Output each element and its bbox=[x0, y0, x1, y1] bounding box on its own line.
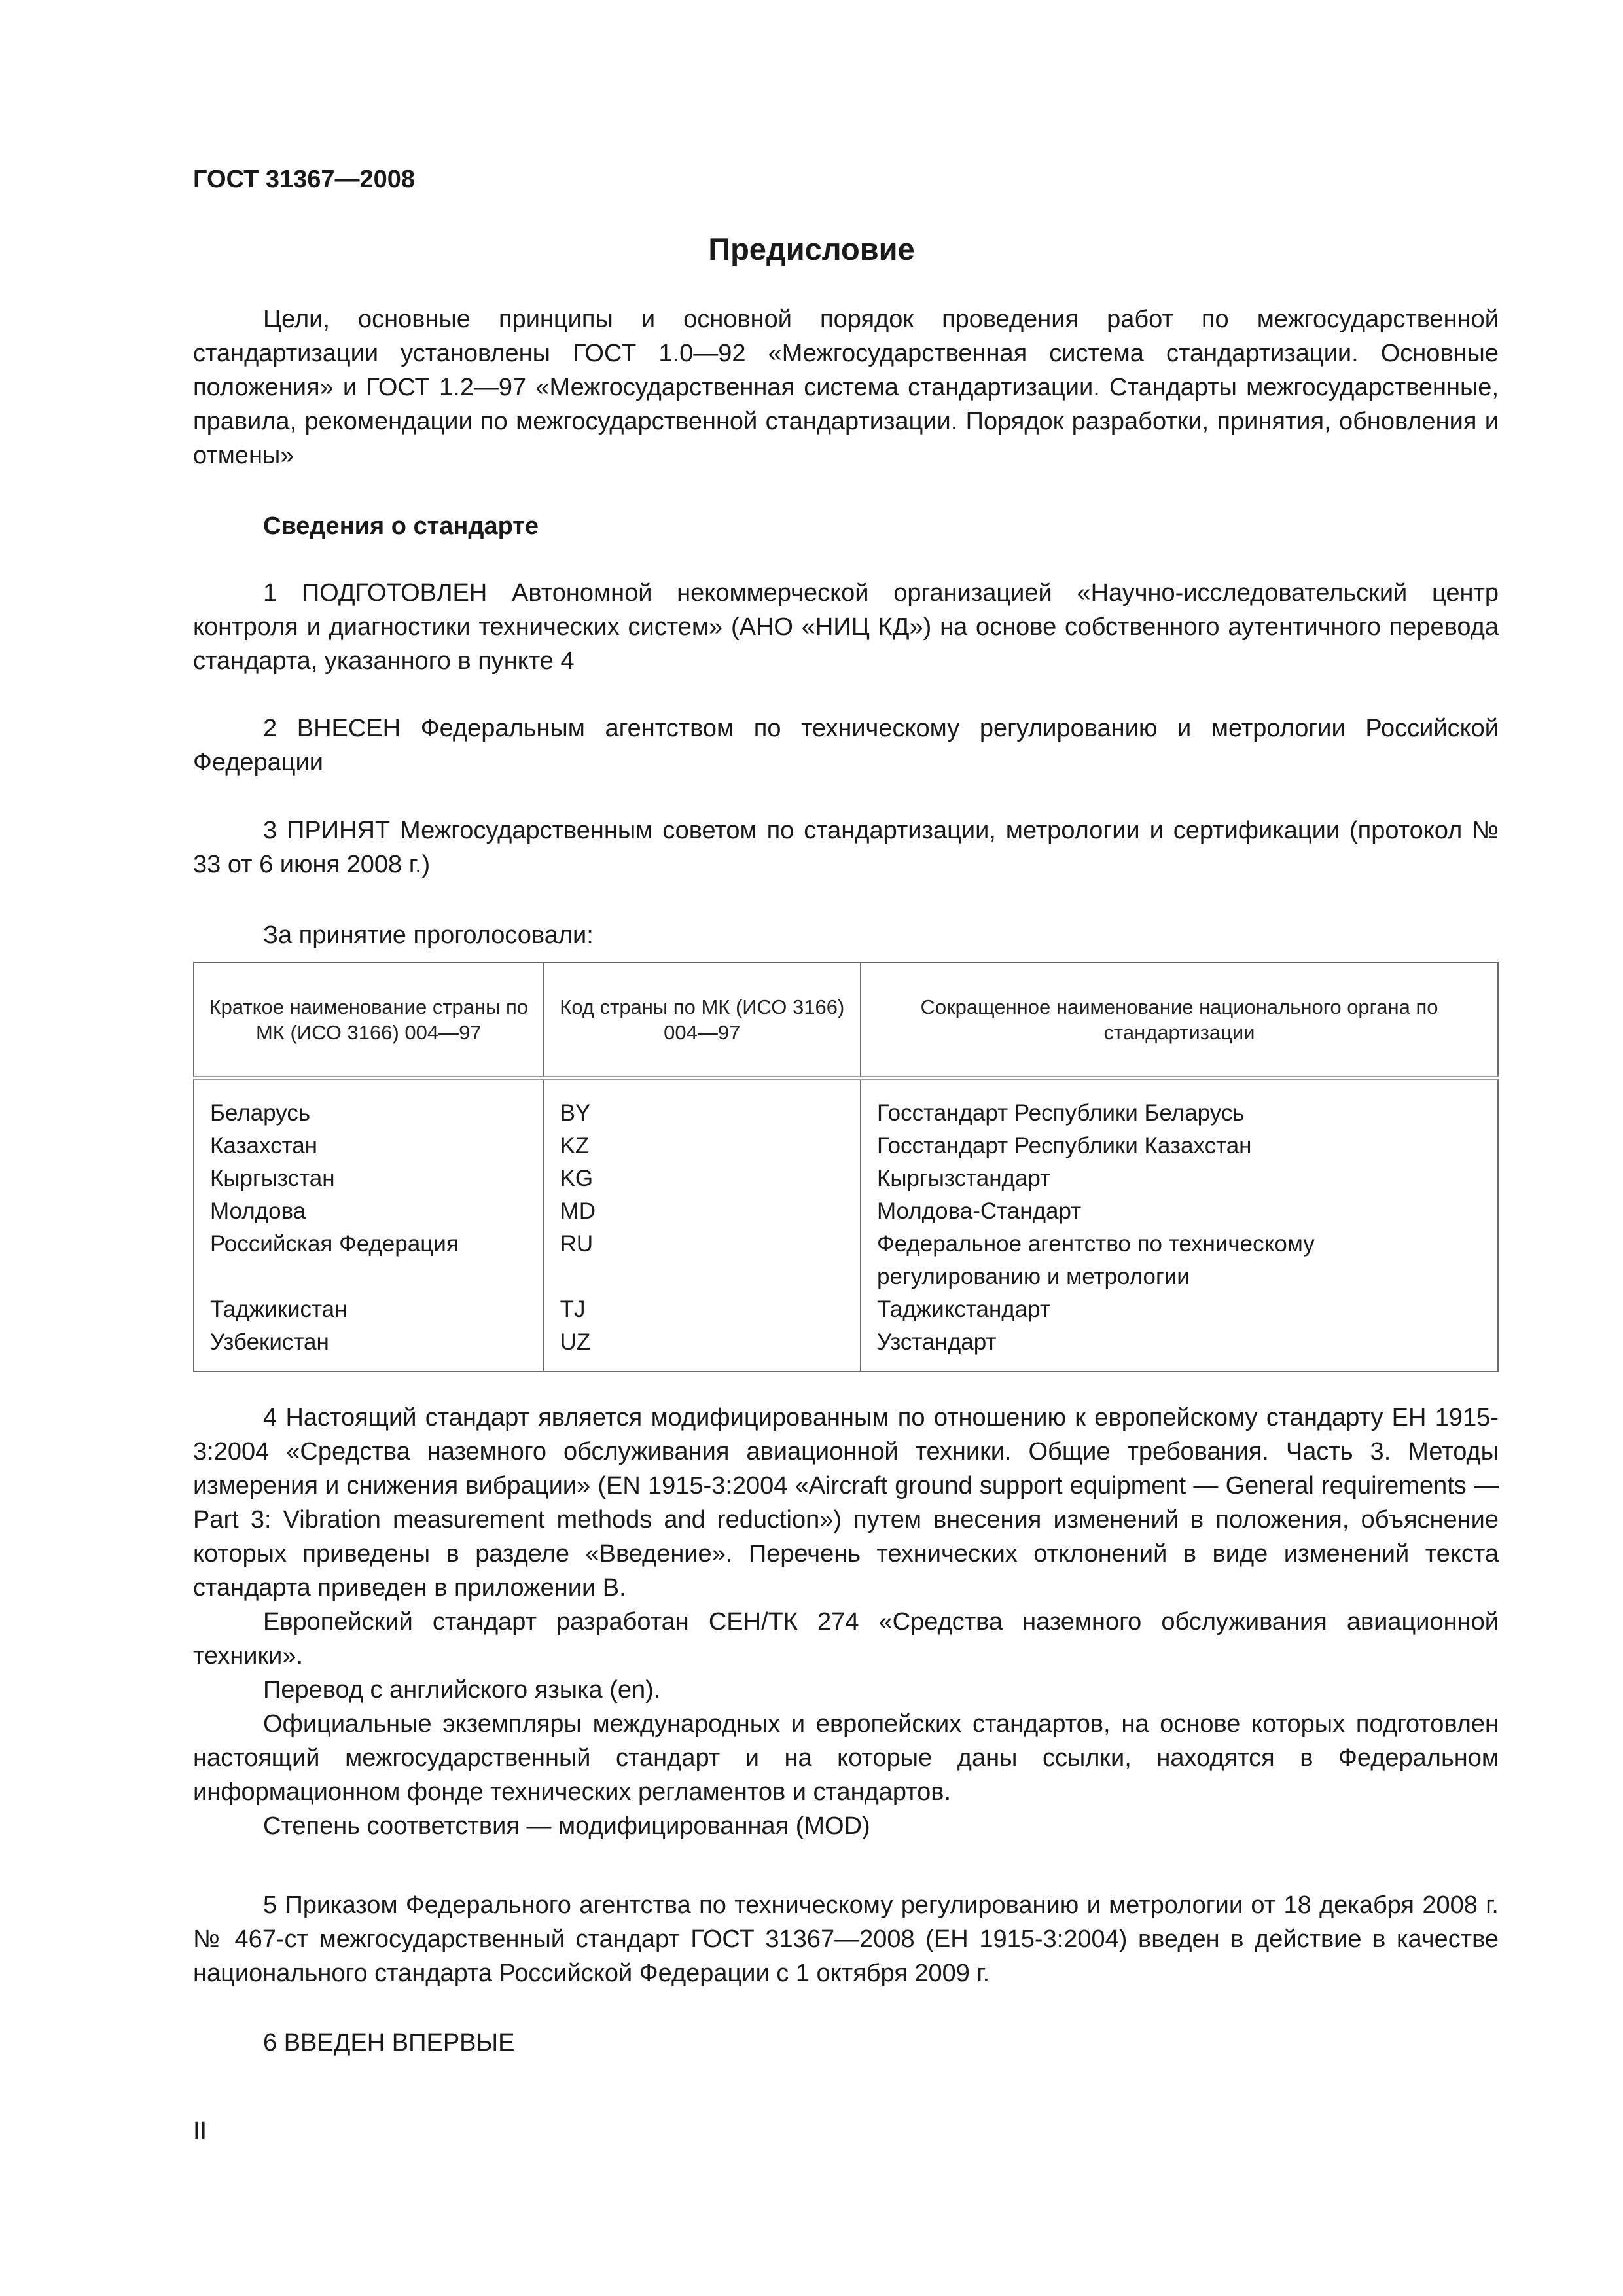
body-cell: Кыргызстандарт bbox=[861, 1162, 1498, 1195]
intro-paragraph bbox=[193, 302, 1499, 473]
code-cell: KZ bbox=[544, 1130, 861, 1162]
table-row bbox=[194, 1293, 1498, 1326]
page-number: II bbox=[193, 2117, 207, 2145]
item-5-text: 5 Приказом Федерального агентства по техническому регулированию и метрологии от 18 декабря 2008 г. № 467-ст межгосударственный стандарт ГОСТ 31367—2008 (ЕН 1915-3:2004) введен в действие в качестве национального стандарта Российской Федерации с 1 октября 2009 г. bbox=[193, 1892, 1499, 1987]
column-header: Код страны по МК (ИСО 3166) 004—97 bbox=[544, 963, 861, 1078]
table-row bbox=[194, 1130, 1498, 1162]
votes-table bbox=[193, 962, 1499, 1372]
code-cell: RU bbox=[544, 1228, 861, 1293]
item-3-text: 3 ПРИНЯТ Межгосударственным советом по стандартизации, метрологии и сертификации (протокол № 33 от 6 июня 2008 г.) bbox=[193, 817, 1499, 878]
table-row bbox=[194, 1228, 1498, 1293]
country-cell: Российская Федерация bbox=[194, 1228, 544, 1293]
document-header: ГОСТ 31367—2008 bbox=[193, 166, 416, 193]
table-row bbox=[194, 1162, 1498, 1195]
item-1 bbox=[193, 576, 1499, 678]
item-5 bbox=[193, 1888, 1499, 1990]
country-cell: Узбекистан bbox=[194, 1326, 544, 1371]
country-cell: Кыргызстан bbox=[194, 1162, 544, 1195]
column-header: Сокращенное наименование национального органа по стандартизации bbox=[861, 963, 1498, 1078]
country-cell: Беларусь bbox=[194, 1078, 544, 1130]
country-cell: Таджикистан bbox=[194, 1293, 544, 1326]
item-4-official-copies: Официальные экземпляры международных и европейских стандартов, на основе которых подготовлен настоящий межгосударственный стандарт и на которые даны ссылки, находятся в Федеральном информационном фонде технических регламентов и стандартов. bbox=[193, 1710, 1499, 1806]
body-cell: Таджикстандарт bbox=[861, 1293, 1498, 1326]
page-title: Предисловие bbox=[708, 232, 915, 266]
body-cell: Госстандарт Республики Казахстан bbox=[861, 1130, 1498, 1162]
votes-label: За принятие проголосовали: bbox=[263, 922, 594, 949]
code-cell: KG bbox=[544, 1162, 861, 1195]
code-cell: TJ bbox=[544, 1293, 861, 1326]
code-cell: UZ bbox=[544, 1326, 861, 1371]
body-cell: Молдова-Стандарт bbox=[861, 1195, 1498, 1228]
intro-text: Цели, основные принципы и основной порядок проведения работ по межгосударственной стандартизации установлены ГОСТ 1.0—92 «Межгосударственная система стандартизации. Основные положения» и ГОСТ 1.2—97 «Межгосударственная система стандартизации. Стандарты межгосударственные, правила, рекомендации по межгосударственной стандартизации. Порядок разработки, принятия, обновления и отмены» bbox=[193, 306, 1499, 469]
body-cell: Федеральное агентство по техническому регулированию и метрологии bbox=[861, 1228, 1498, 1293]
item-1-text: 1 ПОДГОТОВЛЕН Автономной некоммерческой организацией «Научно-исследовательский центр контроля и диагностики технических систем» (АНО «НИЦ КД») на основе собственного аутентичного перевода стандарта, указанного в пункте 4 bbox=[193, 579, 1499, 675]
table-header-row bbox=[194, 963, 1498, 1078]
item-4-conformity: Степень соответствия — модифицированная (MOD) bbox=[263, 1812, 870, 1840]
body-cell: Госстандарт Республики Беларусь bbox=[861, 1078, 1498, 1130]
country-cell: Молдова bbox=[194, 1195, 544, 1228]
table-row bbox=[194, 1078, 1498, 1130]
item-2-text: 2 ВНЕСЕН Федеральным агентством по техническому регулированию и метрологии Российской Федерации bbox=[193, 715, 1499, 776]
item-4 bbox=[193, 1401, 1499, 1843]
section-subtitle: Сведения о стандарте bbox=[263, 512, 539, 540]
item-4-origin: Европейский стандарт разработан СЕН/ТК 274 «Средства наземного обслуживания авиационной техники». bbox=[193, 1608, 1499, 1670]
country-cell: Казахстан bbox=[194, 1130, 544, 1162]
item-6: 6 ВВЕДЕН ВПЕРВЫЕ bbox=[263, 2029, 515, 2056]
body-cell: Узстандарт bbox=[861, 1326, 1498, 1371]
table-row bbox=[194, 1195, 1498, 1228]
item-4-translation: Перевод с английского языка (en). bbox=[263, 1676, 661, 1704]
code-cell: MD bbox=[544, 1195, 861, 1228]
item-3 bbox=[193, 814, 1499, 882]
item-4-text: 4 Настоящий стандарт является модифицированным по отношению к европейскому стандарту ЕН 1915-3:2004 «Средства наземного обслуживания авиационной техники. Общие требования. Часть 3. Методы измерения и снижения вибрации» (EN 1915-3:2004 «Aircraft ground support equipment — General requirements — Part 3: Vibration measurement methods and reduction») путем внесения изменений в положения, объяснение которых приведены в разделе «Введение». Перечень технических отклонений в виде изменений текста стандарта приведен в приложении В. bbox=[193, 1404, 1499, 1602]
code-cell: BY bbox=[544, 1078, 861, 1130]
item-2 bbox=[193, 711, 1499, 780]
table-row bbox=[194, 1326, 1498, 1371]
column-header: Краткое наименование страны по МК (ИСО 3166) 004—97 bbox=[194, 963, 544, 1078]
